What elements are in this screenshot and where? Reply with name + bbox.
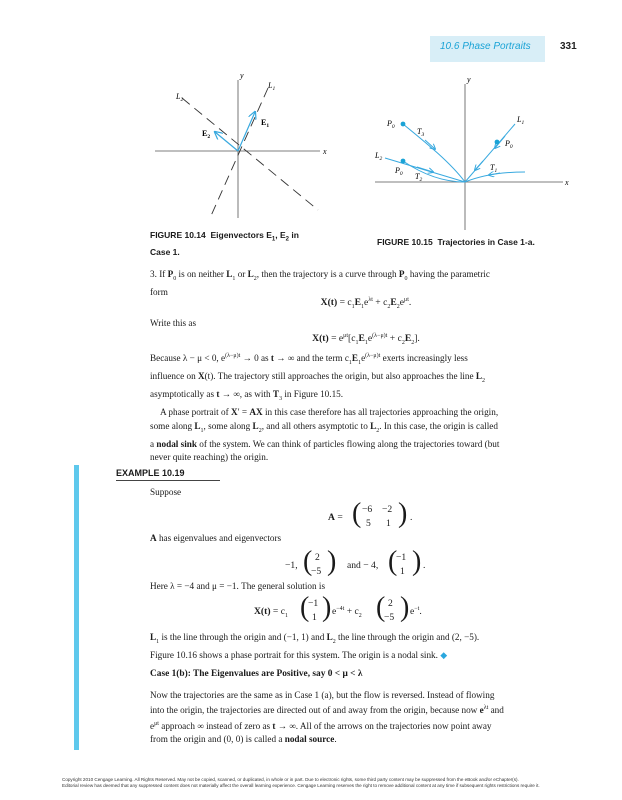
equation-xt-1: $X(t) = c_1E_1e^{\lambda t} + c_2E_2e^{\mu t}$.	[320, 297, 412, 311]
footer-line-1: Copyright 2010 Cengage Learning. All Rights Reserved. May not be copied, scanned, or duplicated, in whole or in part. Due to electronic rights, some third party content may be suppressed from the eBook and/or eChapter(s).	[62, 777, 519, 782]
t1-label: $T_1$	[490, 163, 498, 174]
suppose-text: Suppose	[150, 487, 182, 497]
line-l1	[210, 88, 268, 218]
copyright-footer	[62, 777, 582, 789]
section-title: 10.6 Phase Portraits	[440, 41, 531, 52]
figure-10-15-caption	[377, 236, 587, 248]
item-3-text: 3. If $P_0$ is on neither $L_1$ or $L_2$, then the trajectory is a curve through $P_0$ having the parametric form	[150, 269, 490, 298]
l1-label-15: $L_1$	[517, 115, 525, 126]
l2-label: $L_2$	[176, 92, 184, 103]
general-solution-eq: $X(t) = c_1$ ( −1 1 ) $e^{-4t} + c_2$ ( 2 −5 ) $e^{-t}$.	[254, 592, 422, 623]
case-1b-heading: Case 1(b): The Eigenvalues are Positive, say 0 < μ < λ	[150, 669, 363, 679]
traj-l1	[465, 124, 515, 182]
l2-label-15: $L_2$	[375, 151, 383, 162]
t3-label: $T_3$	[417, 127, 425, 138]
point-p0-l1	[495, 140, 500, 145]
because-paragraph: Because λ − μ < 0, $e^{(\lambda-\mu)t} \to 0$ as t → ∞ and the term $c_1E_1e^{(\lambda-\mu)t}$ exerts increasingly less influence on X(t). The trajectory still approaches the origin, but also approaches the line $L_2$ asymptotically as t → ∞, as with $T_3$ in Figure 10.15. A phase portrait of X′ = AX in this case therefore has all trajectories approaching the origin, some along $L_1$, some along $L_2$, and all others asymptotic to $L_2$. In this case, the origin is called a nodal sink of the system. We can think of particles flowing along the trajectories toward (but never quite reaching) the origin.	[150, 353, 500, 463]
caption-label-15: FIGURE 10.15	[377, 237, 433, 247]
line-l2	[182, 98, 318, 210]
caption-label-14: FIGURE 10.14	[150, 230, 206, 240]
general-solution-intro: Here λ = −4 and μ = −1. The general solution is	[150, 581, 326, 591]
y-label: y	[240, 71, 244, 80]
e2-label: $E_2$	[202, 129, 211, 140]
traj-t3	[403, 124, 465, 182]
eigen-intro: A has eigenvalues and eigenvectors	[150, 533, 282, 543]
end-of-example-icon: ◆	[440, 650, 448, 661]
y-label-15: y	[467, 75, 471, 84]
case-1b-paragraph: Now the trajectories are the same as in Case 1 (a), but the flow is reversed. Instead of flowing into the origin, the trajectories are directed out of and away from the origin, because now $e^{\lambda t}$ and $e^{\mu t}$ approach ∞ instead of zero as t → ∞. All of the arrows on the trajectories now point away from the origin and (0, 0) is called a nodal source.	[150, 690, 504, 745]
eigen-pairs: −1, ( 2 −5 ) and − 4, ( −1 1 ) .	[285, 546, 426, 577]
example-label: EXAMPLE 10.19	[116, 468, 185, 478]
x-label-15: x	[565, 178, 569, 187]
l1-label: $L_1$	[268, 81, 276, 92]
example-conclusion: $L_1$ is the line through the origin and (−1, 1) and $L_2$ the line through the origin and (2, −5). Figure 10.16 shows a phase portrait for this system. The origin is a nodal sink. ◆	[150, 632, 480, 661]
page-number: 331	[560, 41, 577, 52]
figure-10-15	[365, 72, 575, 232]
footer-line-2: Editorial review has deemed that any suppressed content does not materially affect the overall learning experience. Cengage Learning reserves the right to remove additional content at any time if subsequent rights restrictions require it.	[62, 783, 540, 788]
example-side-bar	[74, 465, 79, 750]
figure-10-14	[150, 68, 340, 228]
caption-text-14: Eigenvectors E	[210, 230, 272, 240]
caption-text-15: Trajectories in Case 1-a.	[437, 237, 535, 247]
equation-xt-2: $X(t) = e^{\mu t}[c_1E_1e^{(\lambda-\mu)t} + c_2E_2]$.	[312, 333, 420, 347]
p0-label-b: $P_0$	[505, 139, 513, 150]
eigenvector-e1	[238, 112, 255, 151]
e1-label: $E_1$	[261, 118, 270, 129]
p0-label-c: $P_0$	[395, 166, 403, 177]
point-p0-t3	[401, 122, 406, 127]
figure-10-14-caption: FIGURE 10.14 Eigenvectors $E_1$, $E_2$ in Case 1.	[150, 230, 299, 257]
caption-line2-14: Case 1.	[150, 246, 180, 257]
t2-label: $T_2$	[415, 172, 423, 183]
p0-label-a: $P_0$	[387, 119, 395, 130]
point-p0-l2	[401, 159, 406, 164]
x-label: x	[323, 147, 327, 156]
write-as-text: Write this as	[150, 318, 197, 328]
example-rule	[116, 480, 220, 481]
